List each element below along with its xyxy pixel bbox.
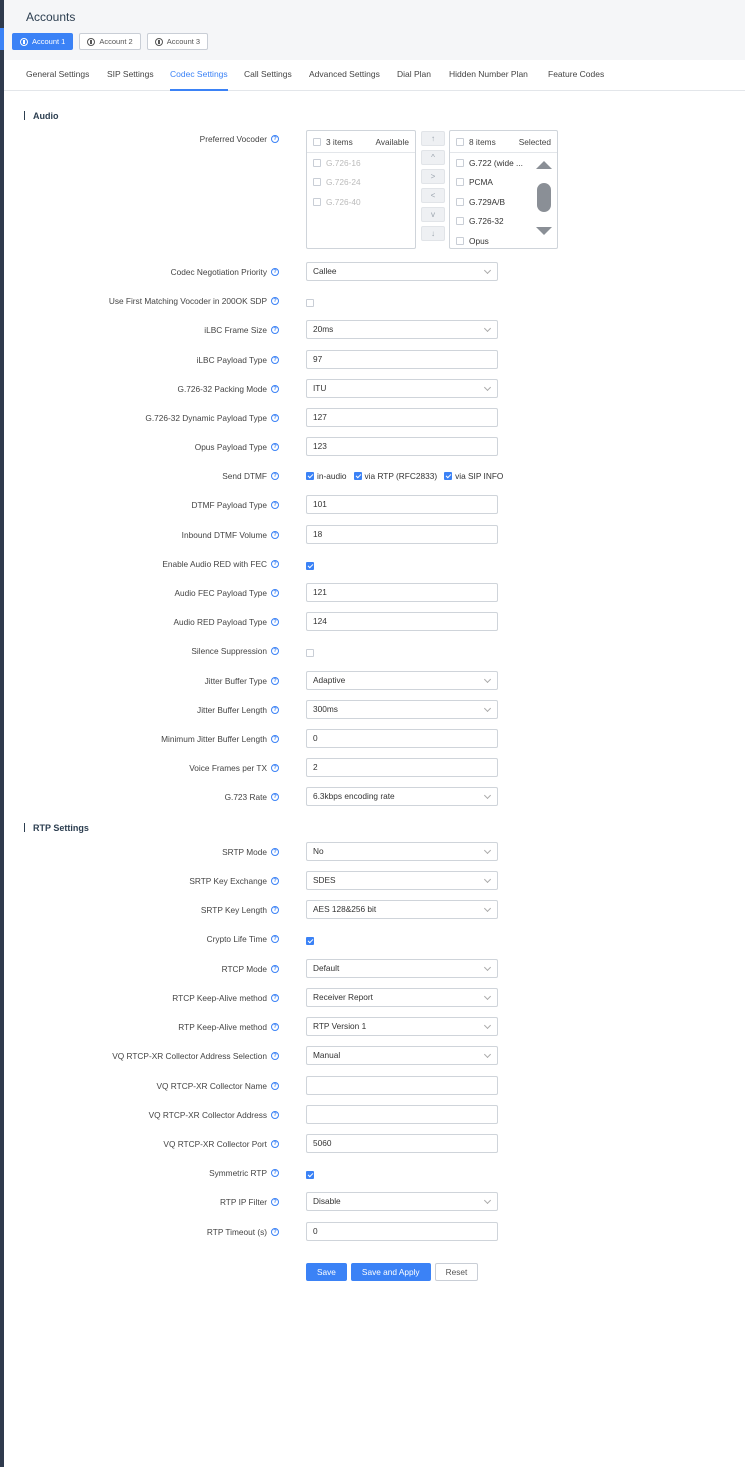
vq-selection-select[interactable]: Manual	[306, 1046, 498, 1065]
help-icon[interactable]: ?	[271, 935, 279, 943]
reset-button[interactable]: Reset	[435, 1263, 479, 1281]
dtmf-in-audio-checkbox[interactable]	[306, 472, 314, 480]
jitter-length-row: Jitter Buffer Length ? 300ms	[4, 700, 745, 720]
voice-frames-input[interactable]: 2	[306, 758, 498, 777]
move-right-button[interactable]: >	[421, 169, 445, 184]
tab-hidden-number-plan[interactable]: Hidden Number Plan	[449, 69, 528, 79]
help-icon[interactable]: ?	[271, 906, 279, 914]
list-scrollbar[interactable]	[536, 161, 552, 241]
first-match-checkbox[interactable]	[306, 299, 314, 307]
silence-checkbox[interactable]	[306, 649, 314, 657]
inbound-dtmf-input[interactable]: 18	[306, 525, 498, 544]
vq-address-row: VQ RTCP-XR Collector Address ?	[4, 1105, 745, 1125]
help-icon[interactable]: ?	[271, 1198, 279, 1206]
form-actions	[306, 1263, 478, 1281]
crypto-life-row: Crypto Life Time ?	[4, 929, 745, 949]
move-up-button[interactable]: ^	[421, 150, 445, 165]
dtmf-sip-info-checkbox[interactable]	[444, 472, 452, 480]
help-icon[interactable]: ?	[271, 1140, 279, 1148]
selected-vocoder-list: 8 items Selected G.722 (wide ... PCMA G.729A/B G.726-32 Opus	[449, 130, 558, 249]
red-payload-input[interactable]: 124	[306, 612, 498, 631]
vq-address-input[interactable]	[306, 1105, 498, 1124]
help-icon[interactable]: ?	[271, 735, 279, 743]
srtp-mode-row: SRTP Mode ? No	[4, 842, 745, 862]
scroll-down-icon[interactable]	[536, 227, 552, 235]
page-title: Accounts	[26, 10, 76, 24]
scroll-up-icon[interactable]	[536, 161, 552, 169]
help-icon[interactable]: ?	[271, 1052, 279, 1060]
help-icon[interactable]: ?	[271, 965, 279, 973]
g723-rate-row: G.723 Rate ? 6.3kbps encoding rate	[4, 787, 745, 807]
rtp-ip-filter-select[interactable]: Disable	[306, 1192, 498, 1211]
help-icon[interactable]: ?	[271, 618, 279, 626]
help-icon[interactable]: ?	[271, 764, 279, 772]
ilbc-payload-row: iLBC Payload Type ? 97	[4, 350, 745, 370]
move-down-button[interactable]: v	[421, 207, 445, 222]
voice-frames-row: Voice Frames per TX ? 2	[4, 758, 745, 778]
srtp-mode-select[interactable]: No	[306, 842, 498, 861]
move-bottom-button[interactable]: ↓	[421, 226, 445, 241]
ilbc-payload-input[interactable]: 97	[306, 350, 498, 369]
help-icon[interactable]: ?	[271, 1228, 279, 1236]
list-item[interactable]: G.722 (wide ...	[450, 153, 557, 173]
rtcp-mode-select[interactable]: Default	[306, 959, 498, 978]
g726-payload-input[interactable]: 127	[306, 408, 498, 427]
srtp-key-length-row: SRTP Key Length ? AES 128&256 bit	[4, 900, 745, 920]
tab-dial-plan[interactable]: Dial Plan	[397, 69, 432, 79]
list-item[interactable]: G.726-16	[307, 153, 415, 173]
list-item[interactable]: PCMA	[450, 173, 557, 193]
settings-tabs	[4, 60, 745, 91]
help-icon[interactable]: ?	[271, 443, 279, 451]
fec-payload-row: Audio FEC Payload Type ? 121	[4, 583, 745, 603]
settings-form	[4, 91, 745, 1467]
rtp-keepalive-select[interactable]: RTP Version 1	[306, 1017, 498, 1036]
help-icon[interactable]: ?	[271, 135, 279, 143]
tab-general-settings[interactable]: General Settings	[26, 69, 90, 79]
tab-codec-settings[interactable]: Codec Settings	[170, 60, 228, 91]
tab-call-settings[interactable]: Call Settings	[244, 69, 292, 79]
codec-negotiation-select[interactable]: Callee	[306, 262, 498, 281]
opus-payload-input[interactable]: 123	[306, 437, 498, 456]
min-jitter-row: Minimum Jitter Buffer Length ? 0	[4, 729, 745, 749]
help-icon[interactable]: ?	[271, 385, 279, 393]
tab-feature-codes[interactable]: Feature Codes	[548, 69, 605, 79]
available-vocoder-list: 3 items Available G.726-16 G.726-24 G.726-40	[306, 130, 416, 249]
vq-name-row: VQ RTCP-XR Collector Name ?	[4, 1076, 745, 1096]
jitter-length-select[interactable]: 300ms	[306, 700, 498, 719]
rtcp-keepalive-row: RTCP Keep-Alive method ? Receiver Report	[4, 988, 745, 1008]
first-match-row: Use First Matching Vocoder in 200OK SDP ?	[4, 291, 745, 311]
help-icon[interactable]: ?	[271, 589, 279, 597]
help-icon[interactable]: ?	[271, 560, 279, 568]
audio-red-checkbox[interactable]	[306, 562, 314, 570]
rtp-timeout-row: RTP Timeout (s) ? 0	[4, 1222, 745, 1242]
help-icon[interactable]: ?	[271, 531, 279, 539]
page-header	[4, 0, 745, 60]
opus-payload-row: Opus Payload Type ? 123	[4, 437, 745, 457]
symmetric-rtp-checkbox[interactable]	[306, 1171, 314, 1179]
field-label: Preferred Vocoder ?	[200, 129, 279, 149]
fec-payload-input[interactable]: 121	[306, 583, 498, 602]
help-icon[interactable]: ?	[271, 877, 279, 885]
vq-name-input[interactable]	[306, 1076, 498, 1095]
ilbc-frame-row: iLBC Frame Size ? 20ms	[4, 320, 745, 340]
vq-port-input[interactable]: 5060	[306, 1134, 498, 1153]
help-icon[interactable]: ?	[271, 848, 279, 856]
rtcp-keepalive-select[interactable]: Receiver Report	[306, 988, 498, 1007]
help-icon[interactable]: ?	[271, 1082, 279, 1090]
help-icon[interactable]: ?	[271, 326, 279, 334]
select-all-checkbox[interactable]	[313, 138, 321, 146]
srtp-key-exchange-row: SRTP Key Exchange ? SDES	[4, 871, 745, 891]
jitter-type-row: Jitter Buffer Type ? Adaptive	[4, 671, 745, 691]
select-all-checkbox[interactable]	[456, 138, 464, 146]
account-switcher	[12, 33, 208, 50]
move-top-button[interactable]: ↑	[421, 131, 445, 146]
tab-advanced-settings[interactable]: Advanced Settings	[309, 69, 380, 79]
srtp-key-length-select[interactable]: AES 128&256 bit	[306, 900, 498, 919]
send-dtmf-row: Send DTMF ? in-audio via RTP (RFC2833) via SIP INFO	[222, 471, 504, 481]
red-payload-row: Audio RED Payload Type ? 124	[4, 612, 745, 632]
help-icon[interactable]: ?	[271, 501, 279, 509]
g723-rate-select[interactable]: 6.3kbps encoding rate	[306, 787, 498, 806]
dtmf-payload-input[interactable]: 101	[306, 495, 498, 514]
move-left-button[interactable]: <	[421, 188, 445, 203]
g726-payload-row: G.726-32 Dynamic Payload Type ? 127	[4, 408, 745, 428]
g726-packing-select[interactable]: ITU	[306, 379, 498, 398]
help-icon[interactable]: ?	[271, 297, 279, 305]
inbound-dtmf-row: Inbound DTMF Volume ? 18	[4, 525, 745, 545]
jitter-type-select[interactable]: Adaptive	[306, 671, 498, 690]
account-icon	[155, 38, 163, 46]
account-icon	[20, 38, 28, 46]
audio-red-row: Enable Audio RED with FEC ?	[4, 554, 745, 574]
account-1-button[interactable]: Account 1	[12, 33, 73, 50]
list-item[interactable]: G.729A/B	[450, 192, 557, 212]
silence-row: Silence Suppression ?	[4, 641, 745, 661]
ilbc-frame-select[interactable]: 20ms	[306, 320, 498, 339]
srtp-key-exchange-select[interactable]: SDES	[306, 871, 498, 890]
help-icon[interactable]: ?	[271, 356, 279, 364]
rtp-timeout-input[interactable]: 0	[306, 1222, 498, 1241]
transfer-controls	[421, 131, 445, 245]
dtmf-rtp-checkbox[interactable]	[354, 472, 362, 480]
help-icon[interactable]: ?	[271, 268, 279, 276]
vq-port-row: VQ RTCP-XR Collector Port ? 5060	[4, 1134, 745, 1154]
help-icon[interactable]: ?	[271, 706, 279, 714]
vq-selection-row: VQ RTCP-XR Collector Address Selection ? Manual	[4, 1046, 745, 1066]
help-icon[interactable]: ?	[271, 1169, 279, 1177]
dtmf-payload-row: DTMF Payload Type ? 101	[4, 495, 745, 515]
list-item[interactable]: G.726-32	[450, 212, 557, 232]
help-icon[interactable]: ?	[271, 677, 279, 685]
account-icon	[87, 38, 95, 46]
save-button[interactable]: Save	[306, 1263, 347, 1281]
audio-section-title: Audio	[24, 111, 59, 121]
help-icon[interactable]: ?	[271, 994, 279, 1002]
help-icon[interactable]: ?	[271, 647, 279, 655]
rtcp-mode-row: RTCP Mode ? Default	[4, 959, 745, 979]
crypto-life-checkbox[interactable]	[306, 937, 314, 945]
scroll-thumb[interactable]	[537, 183, 551, 212]
list-item[interactable]: Opus	[450, 231, 557, 249]
help-icon[interactable]: ?	[271, 793, 279, 801]
account-2-button[interactable]: Account 2	[79, 33, 140, 50]
save-and-apply-button[interactable]: Save and Apply	[351, 1263, 431, 1281]
g726-packing-row: G.726-32 Packing Mode ? ITU	[4, 379, 745, 399]
help-icon[interactable]: ?	[271, 414, 279, 422]
help-icon[interactable]: ?	[271, 1111, 279, 1119]
min-jitter-input[interactable]: 0	[306, 729, 498, 748]
rtp-keepalive-row: RTP Keep-Alive method ? RTP Version 1	[4, 1017, 745, 1037]
list-item[interactable]: G.726-40	[307, 192, 415, 212]
account-3-button[interactable]: Account 3	[147, 33, 208, 50]
rtp-ip-filter-row: RTP IP Filter ? Disable	[4, 1192, 745, 1212]
help-icon[interactable]: ?	[271, 472, 279, 480]
symmetric-rtp-row: Symmetric RTP ?	[4, 1163, 745, 1183]
list-item[interactable]: G.726-24	[307, 173, 415, 193]
tab-sip-settings[interactable]: SIP Settings	[107, 69, 154, 79]
rtp-section-title: RTP Settings	[24, 823, 89, 833]
help-icon[interactable]: ?	[271, 1023, 279, 1031]
codec-negotiation-row: Codec Negotiation Priority ? Callee	[4, 262, 745, 282]
